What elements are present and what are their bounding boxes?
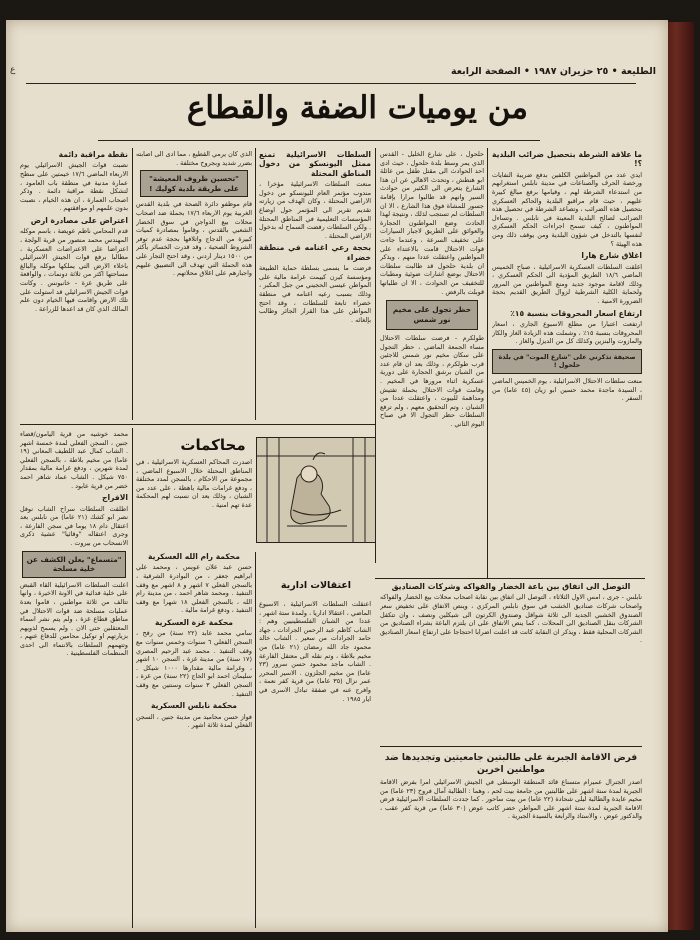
subhead-release: الافراج xyxy=(101,493,128,503)
article-body: اصدر الجنرال عميرام متسناع قائد المنطقة الوسطى في الجيش الاسرائيلي امرا بفرض الاقامة الجبرية لمدة ستة اشهر على طالبتين من جامعة بيت لحم ، وهما : الطالبة آمال فروخ (٢٣ عاما) من مخيم عايدة والطالبة ليلى شحادة (٢٢ عاما) من بيت ساحور . كما جددت السلطات الاسرائيلية فرض الاقامة الجبرية لمدة ستة اشهر على المواطن خضر كاتب عوض (٣٠ عاما) من قرية كفر عقب ، والدكتور عوض ، والاستاذ والرابعة بالسيدة الجبرية . xyxy=(380,778,642,821)
section-title-detention: اعتقالات ادارية xyxy=(280,580,352,591)
subhead-ramallah-court: محكمة رام الله العسكرية xyxy=(148,552,240,561)
column-4 xyxy=(136,150,252,422)
article-body: قدم المحامي ناظم عويضة ، باسم موكله المهندس محمد منصور من قرية الولجة ، اعتراضا على الاعتراضات العسكرية ، مطالبا برفع قوات الجيش الاسرائيلي باخلاء الارض التي يملكها موكله والبالغ مساحتها اكثر من ثلاثة دونمات ، والواقعة على طريق غزة - خانيونس . وكانت قوات الجيش الاسرائيلي قد استولت على تلك الارض واقامت فيها الخيام دون علم المالك الذي كان قد اعدها للزراعة . xyxy=(20,227,128,313)
subhead-land-confiscation: اعتراض على مصادرة ارض xyxy=(30,215,128,225)
article-body: اعلنت السلطات الاسرائيلية القاء القبض على خلية فدائية في الاونة الاخيرة ، وانها تتالف من ثلاثة مواطنين ، قاموا بعدة عمليات مسلحة ضد قوات الاحتلال في مناطق قطاع غزة ، ولم يتم نشر اسماء المعتقلين حتى الان . ولم يسمح لذويهم بزيارتهم او توكيل محامين للدفاع عنهم ، وتتهمهم السلطات بالانتماء الى احدى المنظمات الفلسطينية . xyxy=(20,580,128,658)
article-body: اعتقلت السلطات الاسرائيلية ، الاسبوع الماضي ، اعتقالا اداريا ، ولمدة ستة اشهر ، عددا من الشبان الفلسطينيين وهم : الشاب كاظم عبد الرحمن الجرادات ، جهاد حامد الجرادات من سعير . الشاب خالد محمود جاد الله رمضان (٢١ عاما) من مخيم بلاطة ، وتم نقله الى معتقل الفارعة . الشاب ماجد محمود حسن سرور (٢٣ عاما) من مخيم الجلزون . الاسير المحرر عمر نزال (٣٥ عاما) من قرية كفر نعمة ، وافرج عنه في صفقة تبادل الاسرى في ايار ١٩٨٥ . xyxy=(259,600,371,703)
prisoner-drawing-icon xyxy=(257,438,375,542)
section-title-trials: محاكمات xyxy=(180,436,246,454)
header-rule xyxy=(26,83,636,84)
article-body: حلحول ، على شارع الخليل - القدس الذي يمر وسط بلدة حلحول ، حيث ادى احد الحوادث الى مقتل طفل من عائلة ابو هنطش ، وتحدث الاهالي عن ان هذا الشارع يتعرض الى الكثير من حوادث السير وانهم قد طالبوا مرارا بإقامة جسور للمشاة فوق هذا الشارع ، الا ان السلطات لم تستجب لذلك ، ونتيجة لهذا الحادث وضع المواطنون الحجارة والعوائق على الطريق لاجبار السيارات على تخفيف السرعة ، وعندما جاءت قوات الاحتلال قامت بالاعتداء على المواطنين واعتقلت عددا منهم ، ويذكر ان بلدية حلحول قد طالبت سلطات الاحتلال بوضع اشارات ضوئية ومطبات للتخفيف من الحوادث ، الا ان طلباتها قوبلت بالرفض . xyxy=(380,150,484,296)
banner xyxy=(128,88,528,136)
article-body: محمد خوشيه من قرية اليامون/قضاء جنين ، السجن الفعلي لمدة خمسة اشهر . الشاب كمال عبد اللطيف المعاني (١٩ عاما) من مخيم بلاطة ، بالسجن الفعلي لمدة شهرين ، ودفع غرامة مالية بمقدار ٧٥٠ شيكل . الشاب عماد شاهر احمد خضر من قرية عابود . xyxy=(20,430,128,490)
subhead-road-closure: اغلاق شارع هارا xyxy=(581,251,642,261)
boxed-headline-cell: "متسماع" يعلن الكشف عن خلية مسلحة xyxy=(22,551,126,578)
section-rule xyxy=(380,746,642,747)
headline-house-arrest: فرض الاقامة الجبرية على طالبتين جامعيتين وتجديدها ضد مواطنين اخرين xyxy=(384,753,638,775)
article-body: طولكرم - فرضت سلطات الاحتلال مساء الجمعة الماضي ، حظر التجول على سكان مخيم نور شمس للاجئين قرب طولكرم ، وذلك بعد ان قام عدد من الشبان برشق الحجارة على دورية عسكرية اثناء مرورها في المخيم . وقامت قوات الاحتلال بحملة تفتيش ومداهمة للبيوت ، واعتقلت عددا من الشبان ، وتم التحقيق معهم ، ولم ترفع السلطات حظر التجول الا في صباح اليوم الثاني . xyxy=(380,334,484,429)
headline-observation-point: نقطة مراقبة دائمة xyxy=(58,150,128,159)
article-body: اصدرت المحاكم العسكرية الاسرائيلية ، في المناطق المحتلة خلال الاسبوع الماضي ، مجموعة من الاحكام ، بالسجن لمدد مختلفة ، ودفع غرامات مالية باهظة ، على عدد من الشبان ، وذلك بعد ان نسبت لهم المحكمة عدة تهم امنية . xyxy=(136,458,252,509)
article-body: حسن عبد علان عويس ، ومحمد علي ابراهيم جعفر ، من البوادرة الشرقية ، بالسجن الفعلي ٧ اشهر و ٨ اشهر مع وقف التنفيذ . ومحمد شاهر احمد ، من مدينة رام الله ، بالسجن الفعلي ١٨ شهرا مع وقف التنفيذ ، ودفع غرامة مالية . xyxy=(136,563,252,615)
column-divider xyxy=(132,428,133,928)
subhead-grazing: بحجة رعي اغنامه في منطقة خضراء xyxy=(259,243,371,262)
article-body: سامي محمد عابد (٢٢ سنة) من رفح ، السجن الفعلي ٦ سنوات وخمس سنوات مع وقف التنفيذ . محمد عبد الرحيم المصري (١٧ سنة) من مدينة غزة ، السجن ١٠ اشهر ، وغرامة مالية مقدارها ١٠٠٠ شيكل . سليمان احمد ابو الحاج (٢٢ سنة) من غزة ، السجن الفعلي ٣ سنوات وسنتين مع وقف التنفيذ . xyxy=(136,629,252,698)
trials-intro xyxy=(136,458,252,548)
article-body: فواز حسن محاميد من مدينة جنين ، السجن الفعلي لمدة ثلاثة اشهر . xyxy=(136,712,252,730)
banner-title: من يوميات الضفة والقطاع xyxy=(186,90,528,126)
article-body: قام موظفو دائرة الصحة في بلدية القدس الغربية يوم الاربعاء ١٧/٦ بحملة ضد اصحاب محلات بيع الدواجن في سوق الخضار الشعبي بالقدس ، وقاموا بمصادرة كميات كبيرة من الدجاج واتلافها بحجة عدم توفر الشروط الصحية ، وقد قدرت الخسائر بأكثر من ١٥٠٠ دينار اردني ، وقد احتج التجار على هذه الحملة التي تهدف الى التضييق عليهم واجبارهم على اغلاق محلاتهم . xyxy=(136,200,252,278)
column-right xyxy=(492,150,642,566)
article-body: الذي كان يرمي القطيع ، مما ادى الى اصابته بضرر شديد وبجروح مختلفة . xyxy=(136,150,252,167)
vegetable-traders-article xyxy=(380,582,642,742)
detention-column xyxy=(259,600,371,926)
subhead-fuel-prices: ارتفاع اسعار المحروقات بنسبة ١٥٪ xyxy=(510,308,642,318)
article-body: فرضت ما يسمى بسلطة حماية الطبيعة ومؤسسة كيرن كييمت غرامة مالية على المواطن عيسى الحجيني من جبل المكبر ، وذلك بسبب رعيه اغنامه في منطقة خضراء تابعة للسلطات ، وقد احتج المواطن على هذا القرار الجائر وطالب بإلغائه . xyxy=(259,264,371,324)
subhead-nablus-court: محكمة نابلس العسكرية xyxy=(150,701,238,711)
headline-police-taxes: ما علاقة الشرطة بتحصيل ضرائب البلدية ؟! xyxy=(492,150,642,169)
headline-traders-agreement: التوصل الى اتفاق بين باعة الخضار والفواكه وشركات الصناديق xyxy=(391,582,631,591)
boxed-headline-curfew: حظر تجول على مخيم نور شمس xyxy=(386,300,478,330)
column-3 xyxy=(259,150,371,422)
article-body: نصبت قوات الجيش الاسرائيلي يوم الاربعاء الماضي ١٧/٦ خيمتين على سطح عمارة مدنية في منطقة باب العامود ، لتشكل نقطة مراقبة دائمة . وذكر اصحاب العمارة ، ان هذه الخيام ، نصبت بدون علمهم او موافقتهم . xyxy=(20,161,128,213)
section-rule xyxy=(20,424,375,425)
house-arrest-article xyxy=(380,752,642,924)
trials-column xyxy=(136,552,252,926)
article-body: منعت السلطات الاسرائيلية مؤخرا ، مندوب مؤتمر العام لليونسكو من دخول الاراضي المحتلة ، وكان الهدف من زيارته تقديم تقرير الى المؤتمر حول اوضاع المؤسسات التعليمية في المناطق المحتلة . ولكن السلطات رفضت السماح له بدخول الاراضي المحتلة . xyxy=(259,180,371,240)
column-2 xyxy=(380,150,484,570)
article-body: ايدي عدد من المواطنين الكلفين بدفع ضريبة النفايات ورخصة الحرف والصناعات في مدينة نابلس استغرابهم من استدعاء الشرطة لهم ، وقيامها برفع مبالغ كبيرة عليهم ، حيث قام مراقبو البلدية والحاكم العسكري بتحصيل هذه الضرائب ، وتصاعد الشرطة في تحصيل هذه الضرائب لصالح البلدية المعينة في نابلس . وتساءل المواطنون ، كيف تسمح اجراءات الحكم العسكري لنفسها بالتدخل في شؤون البلدية ومن يوقف ذلك ومن هذه الهيئة ؟ xyxy=(492,170,642,248)
article-body: نابلس - جرى ، امس الاول الثلاثاء ، التوصل الى اتفاق بين نقابة اصحاب محلات بيع الخضار والفواكه واصحاب شركات صناديق الخشب في سوق نابلس المركزي ، وينص الاتفاق على تخفيض سعر الصندوق الخشبي الجديد الى ثلاثة شواقل وصندوق الكرتون الى شيكلين ونصف ، وان تتكفل الشركات بنقل الصناديق الى المحلات ، كما ينص الاتفاق على ان يلتزم الباعة بشراء الصناديق من الشركات المحلية فقط ، ويذكر ان النقابة كانت قد اعلنت اضرابا احتجاجا على ارتفاع اسعار الصناديق . xyxy=(380,593,642,645)
boxed-headline-kollek: "تحسين ظروف المعيشة" على طريقة بلدية كوليك ! xyxy=(140,170,248,197)
headline-unesco: السلطات الاسرائيلية تمنع ممثل اليونسكو من دخول المناطق المحتلة xyxy=(259,150,371,178)
column-divider xyxy=(132,148,133,420)
column-divider xyxy=(255,148,256,420)
article-body: اطلقت السلطات سراح الشاب نوفل نصر ابو كشك (٢١ عاما) من نابلس بعد اعتقال دام ١٨ يوما في سجن الفارعة ، وجرى اعتقاله "وقائيا" عشية ذكرى الانسحاب من بيروت . xyxy=(20,504,128,547)
article-body: اغلقت السلطات العسكرية الاسرائيلية ، صباح الخميس الماضي ١٨/٦ الطريق المؤدية الى الحكم العسكري ، وذلك لاقامة موجود جديد ومنع المواطنين من المرور ولحماية الكلية الشرطية لزوال الطريق القديم بحجة الضرورة الامنية . xyxy=(492,262,642,305)
subhead-gaza-court: محكمة غزة العسكرية xyxy=(154,617,234,627)
banner-underline xyxy=(98,140,540,141)
section-rule xyxy=(375,578,645,579)
issue-line: الطليعة • ٢٥ حزيران ١٩٨٧ • الصفحة الرابعة xyxy=(451,66,656,77)
column-divider xyxy=(487,148,488,578)
article-body: منعت سلطات الاحتلال الاسرائيلية ، يوم الخميس الماضي ، السيدة ماجدة محمد حسين ابو زيان (٤٥ عاما) من السفر . xyxy=(492,376,642,403)
column-left-lower xyxy=(20,430,128,926)
article-body: ارتفعت اعتبارا من مطلع الاسبوع الجاري ، اسعار المحروقات بنسبة ١٥٪ ، وشملت هذه الزيادة الغاز والكاز والمازوت والبنزين وكذلك كل من الديزل والغاز . xyxy=(492,319,642,346)
illustration-prisoner xyxy=(256,437,376,543)
book-binding xyxy=(664,22,694,930)
boxed-headline: صحيفة تذكرني على "شارع الموت" في بلدة حلحول ! xyxy=(492,349,642,374)
column-left xyxy=(20,150,128,422)
column-divider xyxy=(255,552,256,928)
page-marker: ع xyxy=(10,65,16,75)
